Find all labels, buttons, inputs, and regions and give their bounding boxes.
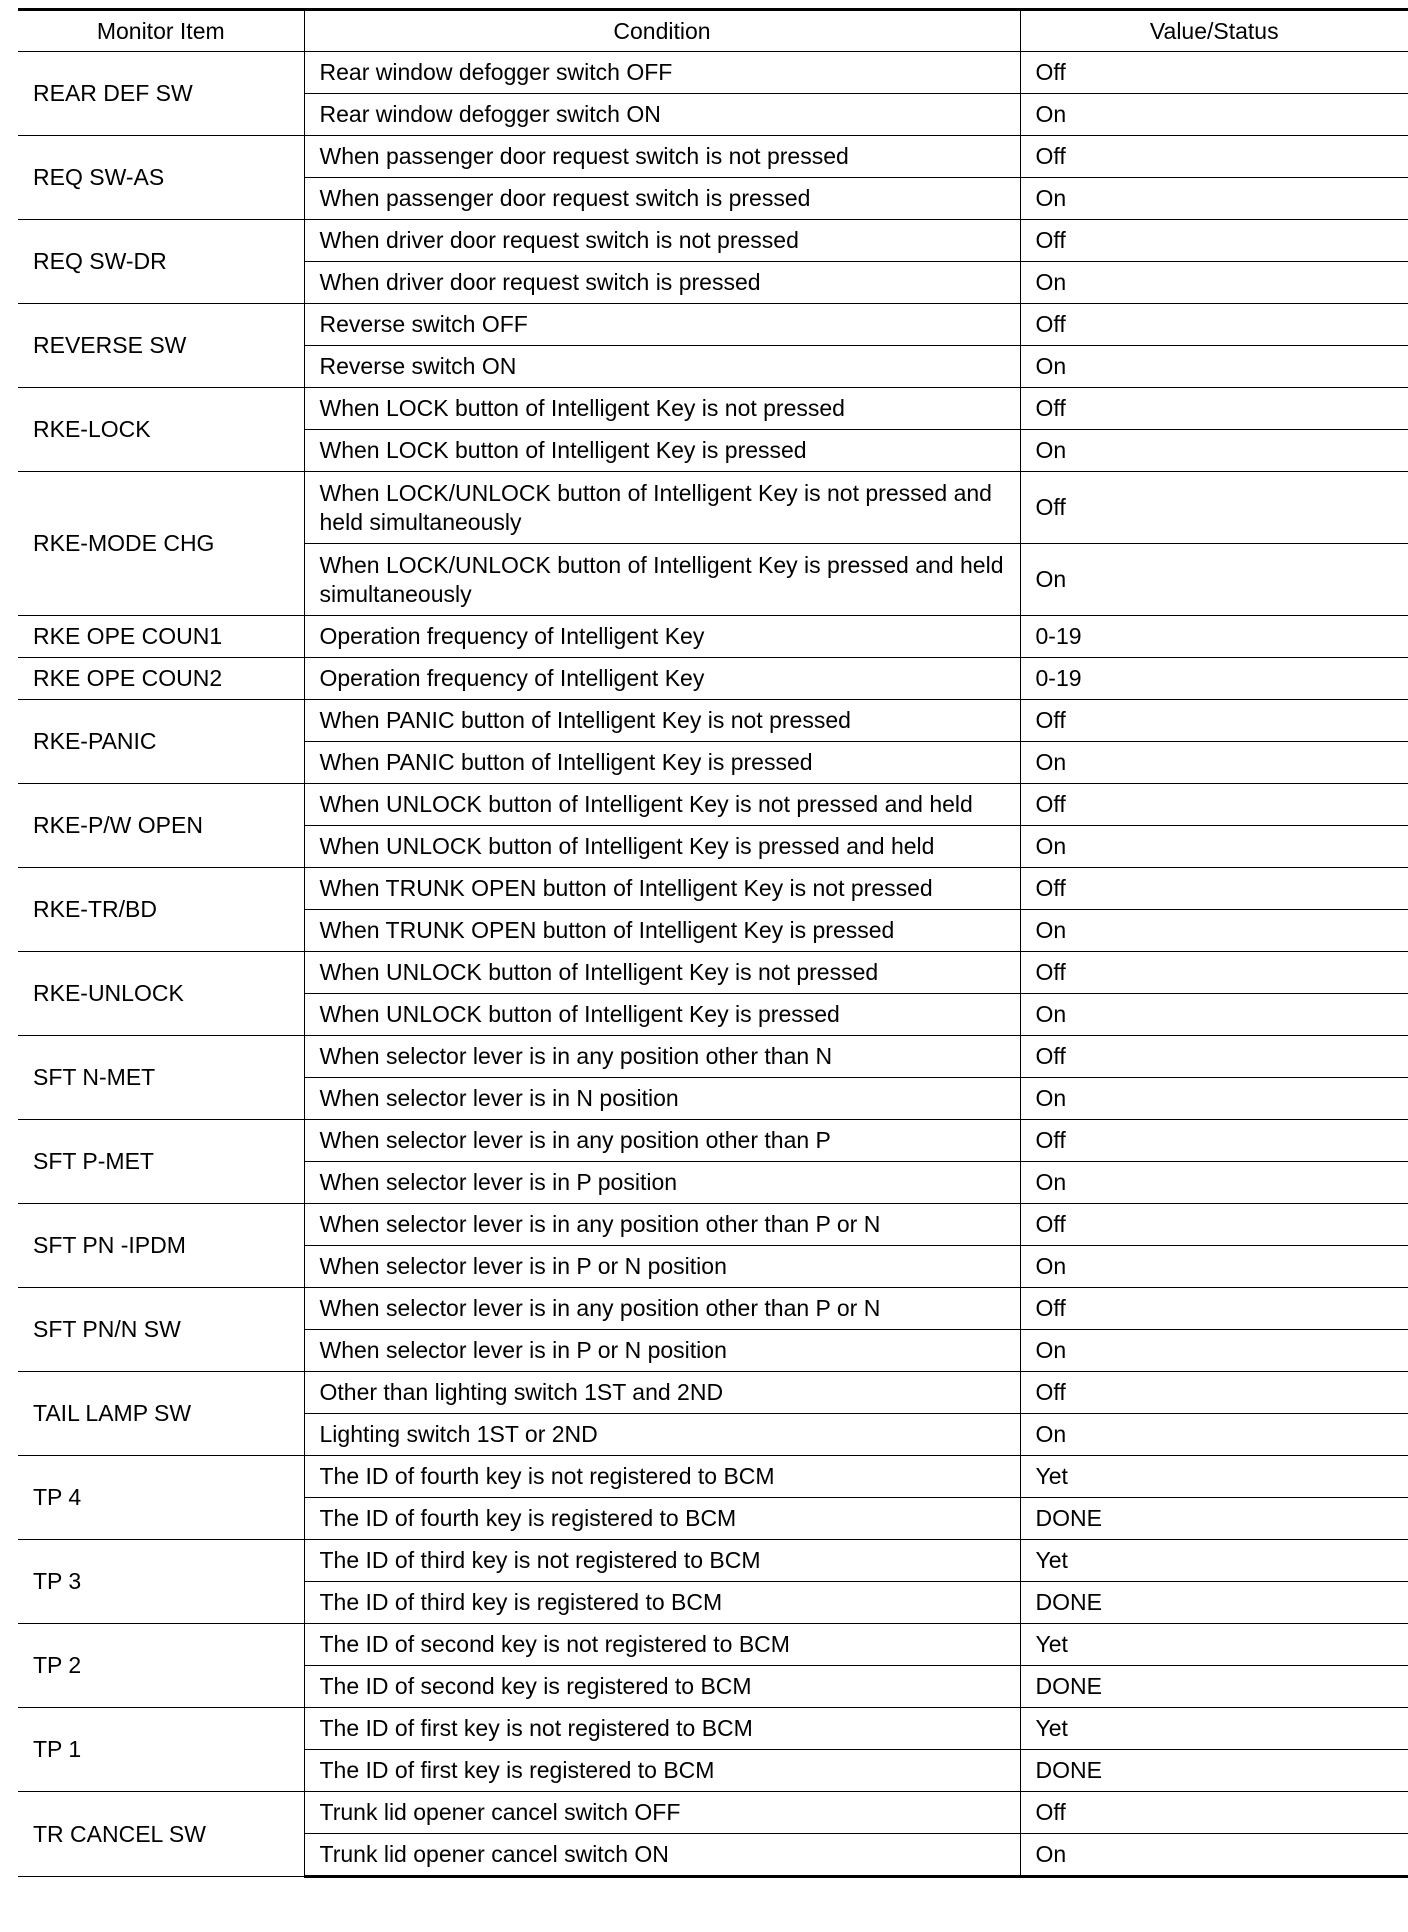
- condition-cell: The ID of fourth key is registered to BCM: [304, 1498, 1020, 1540]
- table-row: [18, 1120, 1408, 1162]
- table-row: [18, 304, 1408, 346]
- condition-cell: Reverse switch OFF: [304, 304, 1020, 346]
- condition-cell: When UNLOCK button of Intelligent Key is not pressed: [304, 952, 1020, 994]
- condition-cell: Other than lighting switch 1ST and 2ND: [304, 1372, 1020, 1414]
- header-monitor-item: Monitor Item: [18, 10, 304, 52]
- condition-cell: When driver door request switch is pressed: [304, 262, 1020, 304]
- table-row: [18, 1372, 1408, 1414]
- condition-cell: Lighting switch 1ST or 2ND: [304, 1414, 1020, 1456]
- value-status-cell: Off: [1020, 1120, 1408, 1162]
- table-row: [18, 472, 1408, 544]
- value-status-cell: Yet: [1020, 1708, 1408, 1750]
- monitor-item-table: [18, 8, 1408, 1878]
- monitor-item-cell: SFT PN -IPDM: [18, 1204, 304, 1288]
- condition-cell: Operation frequency of Intelligent Key: [304, 658, 1020, 700]
- value-status-cell: Off: [1020, 1288, 1408, 1330]
- condition-cell: The ID of first key is registered to BCM: [304, 1750, 1020, 1792]
- condition-cell: Trunk lid opener cancel switch OFF: [304, 1792, 1020, 1834]
- value-status-cell: On: [1020, 910, 1408, 952]
- table-row: [18, 868, 1408, 910]
- condition-cell: The ID of third key is not registered to BCM: [304, 1540, 1020, 1582]
- monitor-item-cell: RKE-TR/BD: [18, 868, 304, 952]
- condition-cell: When selector lever is in P or N position: [304, 1246, 1020, 1288]
- monitor-item-cell: TP 1: [18, 1708, 304, 1792]
- value-status-cell: On: [1020, 262, 1408, 304]
- value-status-cell: Off: [1020, 1204, 1408, 1246]
- monitor-item-cell: RKE-MODE CHG: [18, 472, 304, 616]
- monitor-item-cell: REAR DEF SW: [18, 52, 304, 136]
- monitor-item-cell: RKE OPE COUN1: [18, 616, 304, 658]
- table-header: [18, 10, 1408, 52]
- value-status-cell: Yet: [1020, 1624, 1408, 1666]
- condition-cell: When LOCK/UNLOCK button of Intelligent Key is not pressed and held simultaneously: [304, 472, 1020, 544]
- value-status-cell: DONE: [1020, 1750, 1408, 1792]
- value-status-cell: On: [1020, 826, 1408, 868]
- monitor-item-cell: TR CANCEL SW: [18, 1792, 304, 1877]
- table-row: [18, 700, 1408, 742]
- value-status-cell: Off: [1020, 52, 1408, 94]
- condition-cell: When LOCK button of Intelligent Key is pressed: [304, 430, 1020, 472]
- condition-cell: The ID of fourth key is not registered to BCM: [304, 1456, 1020, 1498]
- condition-cell: Rear window defogger switch ON: [304, 94, 1020, 136]
- value-status-cell: On: [1020, 1246, 1408, 1288]
- monitor-item-cell: REVERSE SW: [18, 304, 304, 388]
- condition-cell: When PANIC button of Intelligent Key is not pressed: [304, 700, 1020, 742]
- value-status-cell: On: [1020, 544, 1408, 616]
- condition-cell: When PANIC button of Intelligent Key is pressed: [304, 742, 1020, 784]
- value-status-cell: On: [1020, 742, 1408, 784]
- table-row: [18, 52, 1408, 94]
- condition-cell: The ID of second key is not registered to BCM: [304, 1624, 1020, 1666]
- table-row: [18, 952, 1408, 994]
- condition-cell: When selector lever is in any position other than P: [304, 1120, 1020, 1162]
- condition-cell: When selector lever is in P or N position: [304, 1330, 1020, 1372]
- value-status-cell: Off: [1020, 136, 1408, 178]
- value-status-cell: On: [1020, 346, 1408, 388]
- table-row: [18, 1792, 1408, 1834]
- value-status-cell: Off: [1020, 388, 1408, 430]
- monitor-item-table-container: [18, 8, 1408, 1878]
- table-row: [18, 658, 1408, 700]
- table-row: [18, 1708, 1408, 1750]
- value-status-cell: Off: [1020, 304, 1408, 346]
- condition-cell: Trunk lid opener cancel switch ON: [304, 1834, 1020, 1877]
- header-value-status: Value/Status: [1020, 10, 1408, 52]
- table-row: [18, 1036, 1408, 1078]
- monitor-item-cell: TP 3: [18, 1540, 304, 1624]
- table-row: [18, 136, 1408, 178]
- monitor-item-cell: REQ SW-AS: [18, 136, 304, 220]
- table-row: [18, 1540, 1408, 1582]
- value-status-cell: Off: [1020, 1792, 1408, 1834]
- condition-cell: When selector lever is in any position other than P or N: [304, 1204, 1020, 1246]
- value-status-cell: Yet: [1020, 1540, 1408, 1582]
- table-row: [18, 1456, 1408, 1498]
- condition-cell: Reverse switch ON: [304, 346, 1020, 388]
- monitor-item-cell: SFT PN/N SW: [18, 1288, 304, 1372]
- value-status-cell: On: [1020, 1330, 1408, 1372]
- value-status-cell: On: [1020, 994, 1408, 1036]
- header-condition: Condition: [304, 10, 1020, 52]
- value-status-cell: Off: [1020, 220, 1408, 262]
- value-status-cell: On: [1020, 1078, 1408, 1120]
- monitor-item-cell: TAIL LAMP SW: [18, 1372, 304, 1456]
- value-status-cell: Off: [1020, 952, 1408, 994]
- value-status-cell: On: [1020, 1414, 1408, 1456]
- condition-cell: When TRUNK OPEN button of Intelligent Key is pressed: [304, 910, 1020, 952]
- monitor-item-cell: TP 2: [18, 1624, 304, 1708]
- value-status-cell: Off: [1020, 472, 1408, 544]
- monitor-item-cell: TP 4: [18, 1456, 304, 1540]
- condition-cell: When selector lever is in N position: [304, 1078, 1020, 1120]
- condition-cell: When selector lever is in any position other than N: [304, 1036, 1020, 1078]
- value-status-cell: On: [1020, 94, 1408, 136]
- condition-cell: When UNLOCK button of Intelligent Key is pressed: [304, 994, 1020, 1036]
- value-status-cell: DONE: [1020, 1666, 1408, 1708]
- value-status-cell: On: [1020, 1834, 1408, 1877]
- condition-cell: The ID of second key is registered to BCM: [304, 1666, 1020, 1708]
- condition-cell: When UNLOCK button of Intelligent Key is not pressed and held: [304, 784, 1020, 826]
- monitor-item-cell: SFT N-MET: [18, 1036, 304, 1120]
- condition-cell: When LOCK/UNLOCK button of Intelligent Key is pressed and held simultaneously: [304, 544, 1020, 616]
- condition-cell: When UNLOCK button of Intelligent Key is pressed and held: [304, 826, 1020, 868]
- value-status-cell: On: [1020, 1162, 1408, 1204]
- monitor-item-cell: RKE-PANIC: [18, 700, 304, 784]
- condition-cell: The ID of first key is not registered to BCM: [304, 1708, 1020, 1750]
- value-status-cell: 0-19: [1020, 616, 1408, 658]
- table-row: [18, 616, 1408, 658]
- monitor-item-cell: RKE OPE COUN2: [18, 658, 304, 700]
- value-status-cell: On: [1020, 178, 1408, 220]
- value-status-cell: Off: [1020, 784, 1408, 826]
- value-status-cell: Off: [1020, 868, 1408, 910]
- condition-cell: When selector lever is in P position: [304, 1162, 1020, 1204]
- monitor-item-cell: SFT P-MET: [18, 1120, 304, 1204]
- value-status-cell: On: [1020, 430, 1408, 472]
- header-row: [18, 10, 1408, 52]
- condition-cell: When passenger door request switch is pressed: [304, 178, 1020, 220]
- value-status-cell: Off: [1020, 1036, 1408, 1078]
- monitor-item-cell: RKE-P/W OPEN: [18, 784, 304, 868]
- value-status-cell: Off: [1020, 700, 1408, 742]
- value-status-cell: Off: [1020, 1372, 1408, 1414]
- monitor-item-cell: RKE-UNLOCK: [18, 952, 304, 1036]
- monitor-item-cell: RKE-LOCK: [18, 388, 304, 472]
- value-status-cell: 0-19: [1020, 658, 1408, 700]
- table-row: [18, 784, 1408, 826]
- condition-cell: The ID of third key is registered to BCM: [304, 1582, 1020, 1624]
- value-status-cell: Yet: [1020, 1456, 1408, 1498]
- table-row: [18, 1624, 1408, 1666]
- value-status-cell: DONE: [1020, 1498, 1408, 1540]
- table-row: [18, 388, 1408, 430]
- value-status-cell: DONE: [1020, 1582, 1408, 1624]
- condition-cell: When passenger door request switch is not pressed: [304, 136, 1020, 178]
- table-row: [18, 1204, 1408, 1246]
- condition-cell: When driver door request switch is not pressed: [304, 220, 1020, 262]
- table-body: [18, 52, 1408, 1877]
- condition-cell: When TRUNK OPEN button of Intelligent Key is not pressed: [304, 868, 1020, 910]
- condition-cell: When LOCK button of Intelligent Key is not pressed: [304, 388, 1020, 430]
- condition-cell: When selector lever is in any position other than P or N: [304, 1288, 1020, 1330]
- table-row: [18, 1288, 1408, 1330]
- condition-cell: Rear window defogger switch OFF: [304, 52, 1020, 94]
- table-row: [18, 220, 1408, 262]
- monitor-item-cell: REQ SW-DR: [18, 220, 304, 304]
- condition-cell: Operation frequency of Intelligent Key: [304, 616, 1020, 658]
